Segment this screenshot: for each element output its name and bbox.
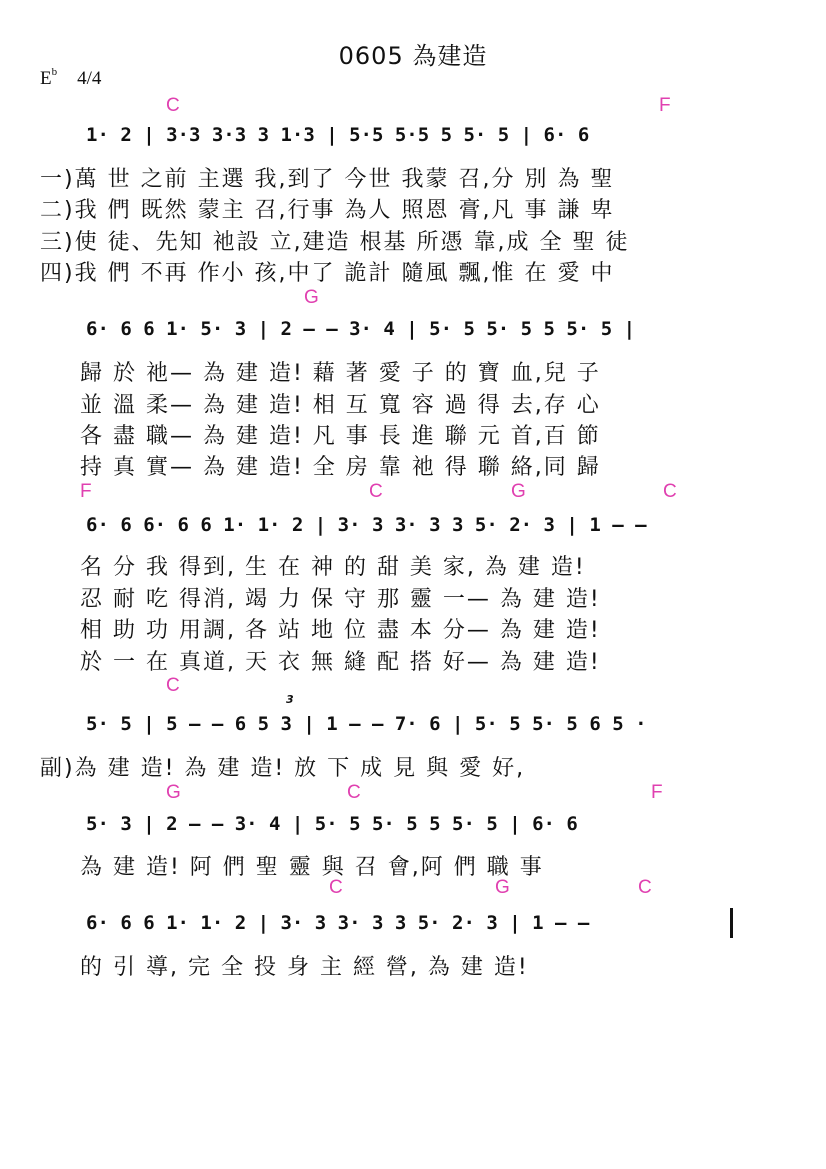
lyric-line: 的 引 導, 完 全 投 身 主 經 營, 為 建 造! xyxy=(80,955,529,980)
chord-label: C xyxy=(663,481,677,502)
lyric-line: 忍 耐 吃 得消, 竭 力 保 守 那 靈 一— 為 建 造! xyxy=(80,587,601,612)
key-signature: $E^b$ 4/4 xyxy=(40,66,102,89)
chord-label: F xyxy=(659,95,671,116)
notation-line: 5· 5 | 5 — — 6 5 3 | 1 — — 7· 6 | 5· 5 5· 5 6 5 · xyxy=(86,713,647,735)
lyric-line: 四)我 們 不再 作小 孩,中了 詭計 隨風 飄,惟 在 愛 中 xyxy=(40,261,615,286)
lyric-line: 副)為 建 造! 為 建 造! 放 下 成 見 與 愛 好, xyxy=(40,756,526,781)
lyric-line: 持 真 實— 為 建 造! 全 房 靠 祂 得 聯 絡,同 歸 xyxy=(80,455,601,480)
notation-line: 5· 3 | 2 — — 3· 4 | 5· 5 5· 5 5 5· 5 | 6· 6 xyxy=(86,813,578,835)
chord-label: C xyxy=(347,782,361,803)
lyric-line: 於 一 在 真道, 天 衣 無 縫 配 搭 好— 為 建 造! xyxy=(80,650,601,675)
chord-label: C xyxy=(638,877,652,898)
triplet-mark: 3 xyxy=(286,693,294,706)
chord-label: G xyxy=(495,877,510,898)
lyric-line: 為 建 造! 阿 們 聖 靈 與 召 會,阿 們 職 事 xyxy=(80,855,544,880)
chord-label: C xyxy=(329,877,343,898)
lyric-line: 名 分 我 得到, 生 在 神 的 甜 美 家, 為 建 造! xyxy=(80,555,586,580)
chord-label: G xyxy=(511,481,526,502)
notation-line: 6· 6 6· 6 6 1· 1· 2 | 3· 3 3· 3 3 5· 2· 3 | 1 — — xyxy=(86,514,647,536)
lyric-line: 三)使 徒、先知 祂設 立,建造 根基 所憑 靠,成 全 聖 徒 xyxy=(40,230,630,255)
page-title: 0605 為建造 xyxy=(338,42,488,70)
lyric-line: 相 助 功 用調, 各 站 地 位 盡 本 分— 為 建 造! xyxy=(80,618,601,643)
chord-label: F xyxy=(651,782,663,803)
chord-label: G xyxy=(304,287,319,308)
notation-line: 6· 6 6 1· 1· 2 | 3· 3 3· 3 3 5· 2· 3 | 1 — — xyxy=(86,912,590,934)
lyric-line: 各 盡 職— 為 建 造! 凡 事 長 進 聯 元 首,百 節 xyxy=(80,424,601,449)
notation-line: 1· 2 | 3·3 3·3 3 1·3 | 5·5 5·5 5 5· 5 | 6· 6 xyxy=(86,124,590,146)
chord-label: C xyxy=(369,481,383,502)
lyric-line: 二)我 們 既然 蒙主 召,行事 為人 照恩 膏,凡 事 謙 卑 xyxy=(40,198,615,223)
lyric-line: 歸 於 祂— 為 建 造! 藉 著 愛 子 的 寶 血,兒 子 xyxy=(80,361,601,386)
final-barline xyxy=(730,908,733,938)
lyric-line: 並 溫 柔— 為 建 造! 相 互 寬 容 過 得 去,存 心 xyxy=(80,393,601,418)
chord-label: C xyxy=(166,675,180,696)
chord-label: C xyxy=(166,95,180,116)
lyric-line: 一)萬 世 之前 主選 我,到了 今世 我蒙 召,分 別 為 聖 xyxy=(40,167,615,192)
chord-label: F xyxy=(80,481,92,502)
time-signature: 4/4 xyxy=(77,68,102,89)
notation-line: 6· 6 6 1· 5· 3 | 2 — — 3· 4 | 5· 5 5· 5 5 5· 5 | xyxy=(86,318,636,340)
chord-label: G xyxy=(166,782,181,803)
